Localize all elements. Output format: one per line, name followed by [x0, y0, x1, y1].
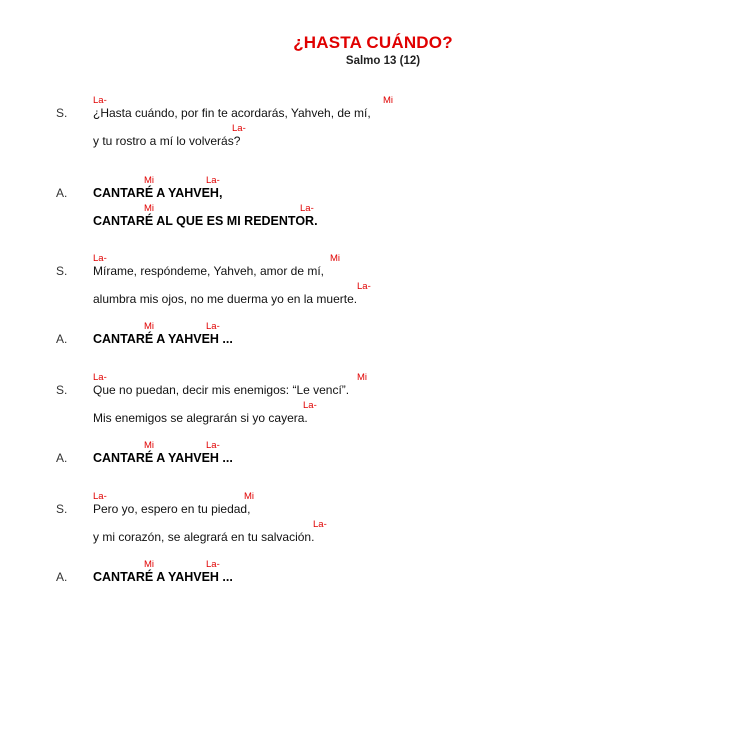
lyric-line	[0, 120, 746, 148]
speaker-label: S.	[56, 106, 68, 120]
chord-label: La-	[206, 559, 220, 570]
lyric-line	[0, 92, 746, 120]
chord-label: La-	[93, 491, 107, 502]
speaker-label: A.	[56, 332, 68, 346]
chord-label: La-	[232, 123, 246, 134]
speaker-label: S.	[56, 383, 68, 397]
chord-label: La-	[93, 372, 107, 383]
speaker-label: A.	[56, 570, 68, 584]
chord-label: La-	[206, 321, 220, 332]
speaker-label: A.	[56, 186, 68, 200]
refrain-text: CANTARÉ A YAHVEH ...	[93, 570, 233, 584]
lyric-text: Pero yo, espero en tu piedad,	[93, 502, 251, 516]
lyric-line	[0, 556, 746, 584]
speaker-label: S.	[56, 502, 68, 516]
stanza-assembly-1	[0, 172, 746, 228]
stanza-solo-2	[0, 250, 746, 306]
stanza-solo-1	[0, 92, 746, 148]
lyric-line	[0, 397, 746, 425]
stanza-assembly-3	[0, 437, 746, 465]
chord-label: Mi	[383, 95, 394, 106]
lyric-line	[0, 516, 746, 544]
lyric-line	[0, 369, 746, 397]
chord-label: Mi	[144, 321, 155, 332]
chord-label: La-	[206, 175, 220, 186]
lyric-text: Mírame, respóndeme, Yahveh, amor de mí,	[93, 264, 324, 278]
chord-label: Mi	[144, 559, 155, 570]
chord-label: La-	[357, 281, 371, 292]
chord-label: La-	[313, 519, 327, 530]
chord-label: La-	[300, 203, 314, 214]
song-subtitle: Salmo 13 (12)	[345, 55, 421, 67]
lyric-text: Que no puedan, decir mis enemigos: “Le vencí”.	[93, 383, 350, 397]
lyric-line	[0, 278, 746, 306]
chord-label: Mi	[144, 175, 155, 186]
chord-label: Mi	[330, 253, 341, 264]
lyric-line	[0, 250, 746, 278]
speaker-label: S.	[56, 264, 68, 278]
chord-label: La-	[303, 400, 317, 411]
chord-label: Mi	[357, 372, 368, 383]
lyric-line	[0, 318, 746, 346]
lyric-line	[0, 488, 746, 516]
stanza-assembly-4	[0, 556, 746, 584]
refrain-text: CANTARÉ A YAHVEH ...	[93, 332, 233, 346]
refrain-text: CANTARÉ A YAHVEH,	[93, 186, 223, 200]
chord-label: La-	[93, 95, 107, 106]
chord-label: Mi	[144, 203, 155, 214]
chord-label: Mi	[244, 491, 255, 502]
lyric-line	[0, 437, 746, 465]
lyric-line	[0, 200, 746, 228]
lyric-text: ¿Hasta cuándo, por fin te acordarás, Yahveh, de mí,	[93, 106, 371, 120]
lyric-line	[0, 172, 746, 200]
chord-label: Mi	[144, 440, 155, 451]
lyric-text: Mis enemigos se alegrarán si yo cayera.	[93, 411, 308, 425]
stanza-assembly-2	[0, 318, 746, 346]
stanza-solo-4	[0, 488, 746, 544]
chord-label: La-	[93, 253, 107, 264]
lyric-text: alumbra mis ojos, no me duerma yo en la muerte.	[93, 292, 358, 306]
lyric-text: y mi corazón, se alegrará en tu salvación.	[93, 530, 315, 544]
refrain-text: CANTARÉ AL QUE ES MI REDENTOR.	[93, 214, 318, 228]
lyric-text: y tu rostro a mí lo volverás?	[93, 134, 241, 148]
speaker-label: A.	[56, 451, 68, 465]
refrain-text: CANTARÉ A YAHVEH ...	[93, 451, 233, 465]
song-title: ¿HASTA CUÁNDO?	[293, 33, 453, 52]
stanza-solo-3	[0, 369, 746, 425]
chord-label: La-	[206, 440, 220, 451]
